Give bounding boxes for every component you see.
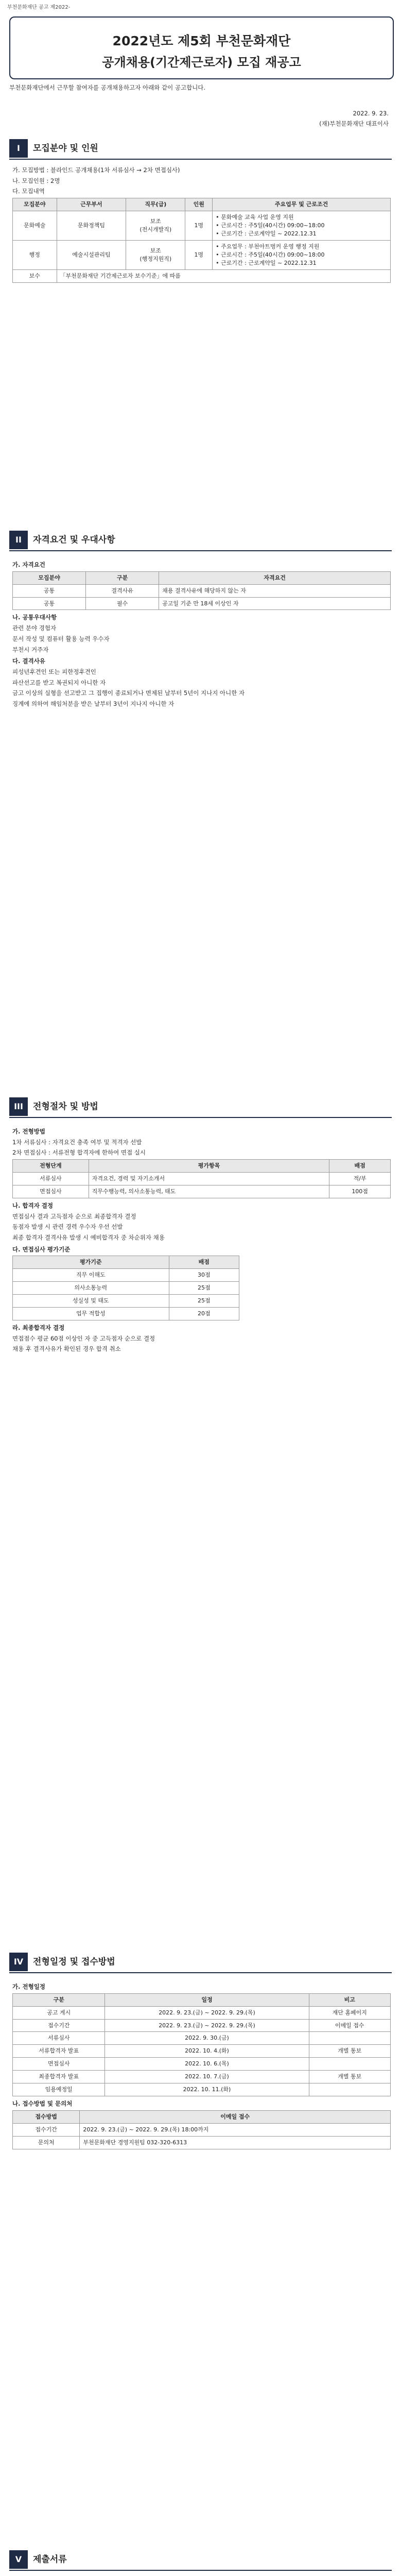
section-rule bbox=[9, 1972, 392, 1973]
table-row bbox=[13, 2083, 391, 2096]
table-header: 평가항목 bbox=[89, 1160, 329, 1173]
table-row bbox=[13, 1295, 239, 1308]
table-cell: 서류심사 bbox=[13, 2032, 105, 2045]
table-cell: • 주요업무 : 부천아트벙커 운영 행정 지원 • 근로시간 : 주5일(40시간) 09:00~18:00 • 근로기간 : 근로계약일 ~ 2022.12.31 bbox=[213, 240, 391, 269]
section-2-body bbox=[12, 557, 391, 710]
table-cell: 성실성 및 태도 bbox=[13, 1295, 169, 1308]
table-header: 주요업무 및 근로조건 bbox=[213, 198, 391, 211]
section-label: 모집분야 및 인원 bbox=[33, 143, 98, 154]
table-row bbox=[13, 269, 391, 282]
table-cell: 30점 bbox=[169, 1269, 239, 1282]
subheading: 다. 결격사유 bbox=[12, 657, 45, 665]
form-number: 부천문화재단 공고 제2022- bbox=[7, 5, 71, 10]
table-cell: 공고 게시 bbox=[13, 2006, 105, 2019]
table-row bbox=[13, 2045, 391, 2058]
section-rule bbox=[9, 550, 392, 551]
section-5-header bbox=[9, 2550, 205, 2569]
table-cell: 적/부 bbox=[329, 1172, 391, 1185]
table-cell: 2022. 10. 11.(화) bbox=[105, 2083, 309, 2096]
table-header: 접수방법 bbox=[13, 2110, 80, 2123]
section-label: 자격요건 및 우대사항 bbox=[33, 535, 115, 545]
subheading: 나. 합격자 결정 bbox=[12, 1201, 54, 1209]
table-cell: 부천문화재단 경영지원팀 032-320-6313 bbox=[80, 2136, 391, 2149]
table-header: 구분 bbox=[13, 1993, 105, 2006]
list-item: 2차 면접심사 : 서류전형 합격자에 한하여 면접 실시 bbox=[12, 1149, 146, 1157]
table-cell: 문화정책팀 bbox=[57, 211, 126, 240]
table-cell: 자격요건, 경력 및 자기소개서 bbox=[89, 1172, 329, 1185]
table-cell: 2022. 9. 23.(금) ~ 2022. 9. 29.(목) 18:00까지 bbox=[80, 2123, 391, 2136]
table-cell: 2022. 10. 6.(목) bbox=[105, 2058, 309, 2071]
table-row bbox=[13, 1185, 391, 1198]
table-cell: 2022. 10. 7.(금) bbox=[105, 2071, 309, 2083]
table-cell: 보조 (행정지원직) bbox=[126, 240, 185, 269]
table-row bbox=[13, 240, 391, 269]
table-row bbox=[13, 1282, 239, 1295]
table-cell: 보수 bbox=[13, 269, 57, 282]
table-cell: 개별 통보 bbox=[309, 2071, 391, 2083]
table-cell bbox=[309, 2083, 391, 2096]
table-header: 배점 bbox=[169, 1256, 239, 1269]
recruit-detail-heading: 다. 모집내역 bbox=[12, 188, 45, 195]
table-cell: 「부천문화재단 기간제근로자 보수기준」에 따름 bbox=[57, 269, 390, 282]
list-item: 징계에 의하여 해임처분을 받은 날부터 3년이 지나지 아니한 자 bbox=[12, 700, 175, 707]
table-cell: 1명 bbox=[185, 211, 213, 240]
table-cell: 서류심사 bbox=[13, 1172, 89, 1185]
list-item: 관련 분야 경험자 bbox=[12, 624, 57, 632]
list-item: 면접점수 평균 60점 이상인 자 중 고득점자 순으로 결정 bbox=[12, 1334, 155, 1342]
table-row bbox=[13, 1269, 239, 1282]
table-cell: 접수기간 bbox=[13, 2019, 105, 2032]
subheading: 가. 전형일정 bbox=[12, 1983, 45, 1990]
table-header: 구분 bbox=[86, 571, 159, 584]
table-cell: 직무수행능력, 의사소통능력, 태도 bbox=[89, 1185, 329, 1198]
table-cell: 채용 결격사유에 해당하지 않는 자 bbox=[159, 584, 391, 597]
table-cell: 예술시설관리팀 bbox=[57, 240, 126, 269]
list-item: 면접심사 결과 고득점자 순으로 최종합격자 결정 bbox=[12, 1212, 136, 1220]
title-line-1: 2022년도 제5회 부천문화재단 bbox=[112, 33, 291, 48]
section-number: V bbox=[9, 2550, 28, 2569]
subheading: 다. 면접심사 평가기준 bbox=[12, 1245, 71, 1253]
table-cell: 1명 bbox=[185, 240, 213, 269]
table-header: 근무부서 bbox=[57, 198, 126, 211]
table-header: 전형단계 bbox=[13, 1160, 89, 1173]
table-cell: 결격사유 bbox=[86, 584, 159, 597]
table-cell: 직무 이해도 bbox=[13, 1269, 169, 1282]
interview-criteria-table bbox=[12, 1256, 239, 1320]
table-row bbox=[13, 211, 391, 240]
title-line-2: 공개채용(기간제근로자) 모집 재공고 bbox=[102, 55, 301, 70]
table-cell: 임용예정일 bbox=[13, 2083, 105, 2096]
section-4-body bbox=[12, 1979, 391, 2149]
table-cell bbox=[309, 2058, 391, 2071]
section-1-header bbox=[9, 139, 205, 158]
table-row bbox=[13, 1307, 239, 1320]
section-rule bbox=[9, 1117, 392, 1118]
table-cell: 공통 bbox=[13, 597, 86, 610]
title-box bbox=[9, 16, 394, 79]
list-item: 금고 이상의 실형을 선고받고 그 집행이 종료되거나 면제된 날부터 5년이 지나지 아니한 자 bbox=[12, 689, 245, 697]
table-cell: 업무 적합성 bbox=[13, 1307, 169, 1320]
table-cell: 행정 bbox=[13, 240, 57, 269]
schedule-table bbox=[12, 1993, 391, 2097]
organization-name: (재)부천문화재단 대표이사 bbox=[319, 120, 389, 127]
table-cell: 서류합격자 발표 bbox=[13, 2045, 105, 2058]
table-cell: 25점 bbox=[169, 1282, 239, 1295]
table-row bbox=[13, 2019, 391, 2032]
table-cell: 면접심사 bbox=[13, 1185, 89, 1198]
table-header: 배점 bbox=[329, 1160, 391, 1173]
table-cell: 이메일 접수 bbox=[309, 2019, 391, 2032]
list-item: 부천시 거주자 bbox=[12, 646, 49, 653]
table-cell: 2022. 9. 30.(금) bbox=[105, 2032, 309, 2045]
table-cell: 필수 bbox=[86, 597, 159, 610]
section-number: IV bbox=[9, 1953, 28, 1971]
section-2-header bbox=[9, 531, 205, 549]
table-header: 평가기준 bbox=[13, 1256, 169, 1269]
table-cell: 100점 bbox=[329, 1185, 391, 1198]
table-header: 일정 bbox=[105, 1993, 309, 2006]
subheading: 가. 전형방법 bbox=[12, 1128, 45, 1135]
section-rule bbox=[9, 159, 392, 160]
table-cell: 최종합격자 발표 bbox=[13, 2071, 105, 2083]
table-cell: 2022. 10. 4.(화) bbox=[105, 2045, 309, 2058]
table-cell: 문화예술 bbox=[13, 211, 57, 240]
section-label: 전형일정 및 접수방법 bbox=[33, 1957, 115, 1967]
section-1-body bbox=[12, 166, 391, 283]
table-header: 모집분야 bbox=[13, 571, 86, 584]
section-label: 제출서류 bbox=[33, 2554, 67, 2565]
subheading: 나. 공통우대사항 bbox=[12, 614, 57, 621]
table-cell: 공고일 기준 만 18세 이상인 자 bbox=[159, 597, 391, 610]
table-header: 자격요건 bbox=[159, 571, 391, 584]
recruit-method: 가. 모집방법 : 블라인드 공개채용(1차 서류심사 → 2차 면접심사) bbox=[12, 166, 180, 174]
table-cell: • 문화예술 교육 사업 운영 지원 • 근로시간 : 주5일(40시간) 09:00~18:00 • 근로기간 : 근로계약일 ~ 2022.12.31 bbox=[213, 211, 391, 240]
table-cell: 문의처 bbox=[13, 2136, 80, 2149]
section-number: II bbox=[9, 531, 28, 549]
section-rule bbox=[9, 2570, 392, 2571]
section-label: 전형절차 및 방법 bbox=[33, 1101, 98, 1112]
table-cell: 재단 홈페이지 bbox=[309, 2006, 391, 2019]
subheading: 라. 최종합격자 결정 bbox=[12, 1324, 65, 1331]
table-cell: 2022. 9. 23.(금) ~ 2022. 9. 29.(목) bbox=[105, 2019, 309, 2032]
table-row bbox=[13, 584, 391, 597]
list-item: 1차 서류심사 : 자격요건 충족 여부 및 적격자 선발 bbox=[12, 1138, 142, 1146]
table-header: 비고 bbox=[309, 1993, 391, 2006]
table-row bbox=[13, 2032, 391, 2045]
table-row bbox=[13, 2123, 391, 2136]
table-cell: 의사소통능력 bbox=[13, 1282, 169, 1295]
table-row bbox=[13, 1172, 391, 1185]
table-cell: 보조 (전시개발직) bbox=[126, 211, 185, 240]
table-row bbox=[13, 2071, 391, 2083]
screening-table bbox=[12, 1159, 391, 1198]
list-item: 동점자 발생 시 관련 경력 우수자 우선 선발 bbox=[12, 1223, 123, 1231]
table-cell: 면접심사 bbox=[13, 2058, 105, 2071]
intro-text: 부천문화재단에서 근무할 참여자를 공개채용하고자 아래와 같이 공고합니다. bbox=[9, 84, 206, 91]
table-cell: 공통 bbox=[13, 584, 86, 597]
table-row bbox=[13, 597, 391, 610]
table-header: 직무(급) bbox=[126, 198, 185, 211]
list-item: 문서 작성 및 컴퓨터 활용 능력 우수자 bbox=[12, 635, 110, 642]
table-header: 인원 bbox=[185, 198, 213, 211]
table-cell: 접수기간 bbox=[13, 2123, 80, 2136]
list-item: 채용 후 결격사유가 확인된 경우 합격 취소 bbox=[12, 1345, 121, 1353]
table-header: 이메일 접수 bbox=[80, 2110, 391, 2123]
list-item: 최종 합격자 결격사유 발생 시 예비합격자 중 차순위자 채용 bbox=[12, 1233, 165, 1241]
table-row bbox=[13, 2136, 391, 2149]
subheading: 나. 접수방법 및 문의처 bbox=[12, 2100, 73, 2108]
section-3-header bbox=[9, 1097, 205, 1116]
table-row bbox=[13, 2058, 391, 2071]
table-cell: 2022. 9. 23.(금) ~ 2022. 9. 29.(목) bbox=[105, 2006, 309, 2019]
section-4-header bbox=[9, 1953, 205, 1971]
recruit-count: 나. 모집인원 : 2명 bbox=[12, 177, 60, 184]
section-number: III bbox=[9, 1097, 28, 1116]
table-row bbox=[13, 2006, 391, 2019]
qualification-table bbox=[12, 571, 391, 611]
subheading: 가. 자격요건 bbox=[12, 561, 45, 568]
section-number: I bbox=[9, 139, 28, 158]
table-cell: 개별 통보 bbox=[309, 2045, 391, 2058]
table-cell bbox=[309, 2032, 391, 2045]
table-cell: 25점 bbox=[169, 1295, 239, 1308]
list-item: 피성년후견인 또는 피한정후견인 bbox=[12, 668, 96, 675]
section-3-body bbox=[12, 1124, 391, 1355]
table-header: 모집분야 bbox=[13, 198, 57, 211]
list-item: 파산선고를 받고 복권되지 아니한 자 bbox=[12, 679, 106, 686]
application-table bbox=[12, 2110, 391, 2149]
announcement-date: 2022. 9. 23. bbox=[353, 110, 389, 117]
recruit-table bbox=[12, 198, 391, 283]
table-cell: 20점 bbox=[169, 1307, 239, 1320]
